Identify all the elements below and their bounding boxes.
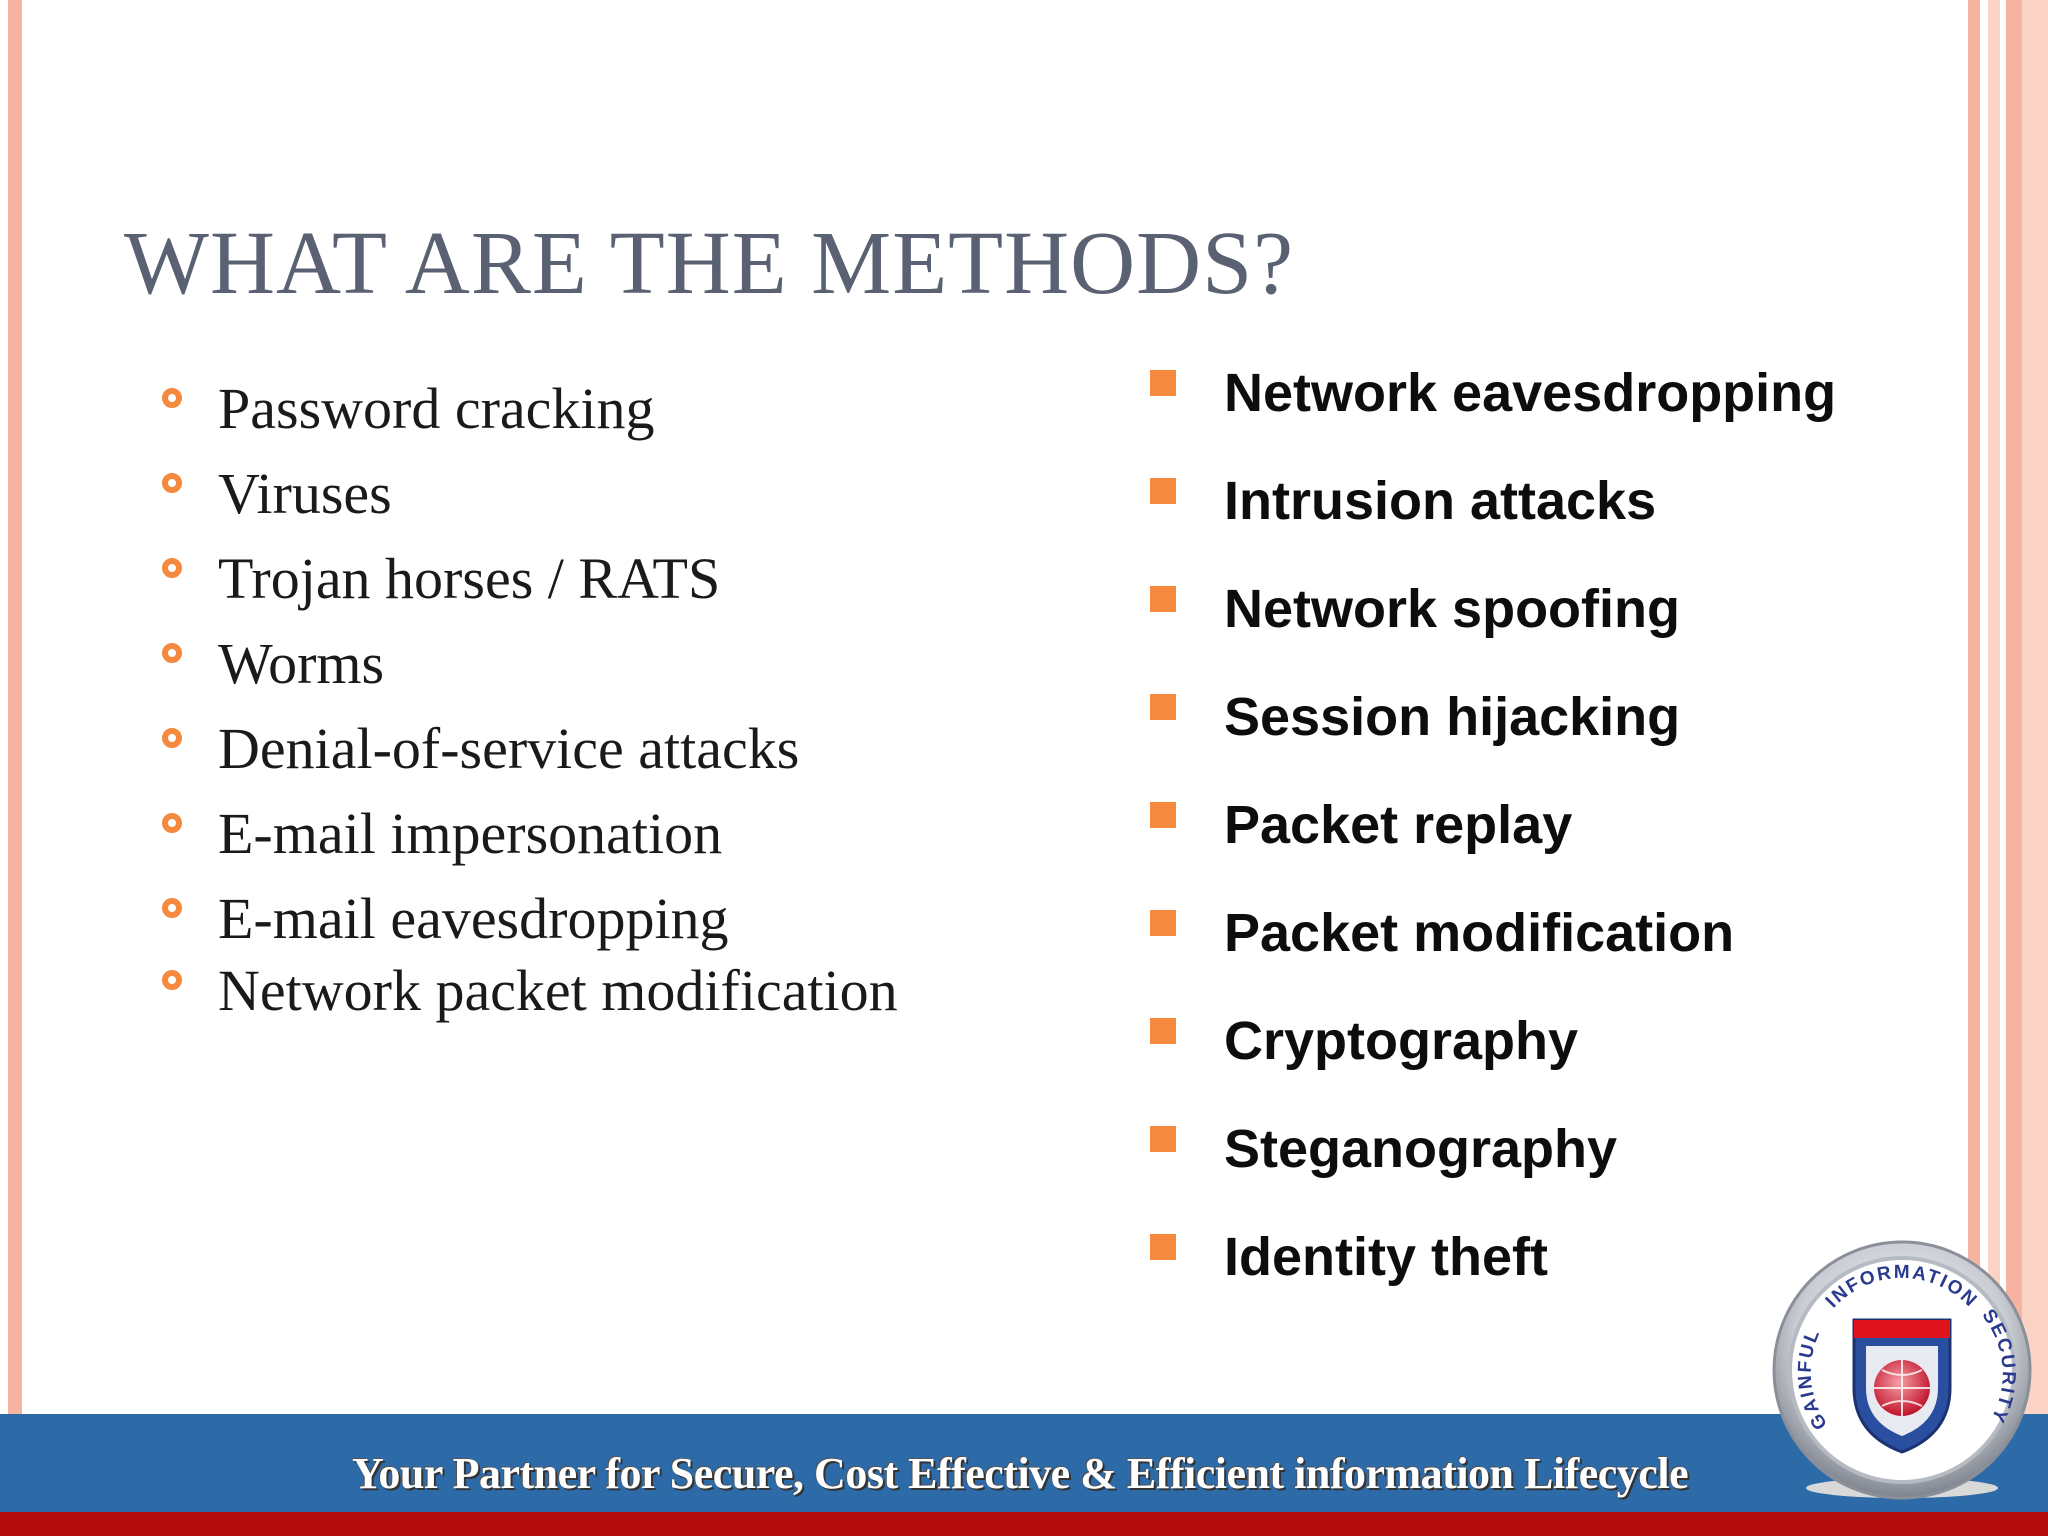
- ring-bullet-icon: [162, 388, 182, 408]
- list-item: [1224, 1011, 1579, 1071]
- footer-red-strip: [0, 1512, 2048, 1536]
- list-item: [218, 958, 898, 1023]
- list-item: [1224, 1227, 1548, 1287]
- ring-bullet-icon: [162, 970, 182, 990]
- list-item: [1224, 471, 1657, 531]
- list-item-text: Network eavesdropping: [1224, 363, 1837, 423]
- square-bullet-icon: [1150, 478, 1176, 504]
- list-item: [1224, 903, 1735, 963]
- list-item: [1224, 579, 1680, 639]
- square-bullet-icon: [1150, 586, 1176, 612]
- square-bullet-icon: [1150, 802, 1176, 828]
- list-item: [218, 461, 392, 526]
- list-item: [218, 801, 723, 866]
- list-item: [1224, 795, 1573, 855]
- list-item: [1224, 687, 1681, 747]
- list-item-text: Trojan horses / RATS: [218, 546, 721, 611]
- slide-title: WHAT ARE THE METHODS?: [124, 214, 1295, 313]
- ring-bullet-icon: [162, 813, 182, 833]
- list-item-text: Steganography: [1224, 1119, 1618, 1179]
- list-item-text: E-mail eavesdropping: [218, 886, 729, 951]
- ring-bullet-icon: [162, 728, 182, 748]
- list-item-text: Identity theft: [1224, 1227, 1548, 1287]
- list-item-text: Password cracking: [218, 376, 655, 441]
- list-item-text: Session hijacking: [1224, 687, 1681, 747]
- list-item-text: Viruses: [218, 461, 392, 526]
- list-item-text: Packet replay: [1224, 795, 1573, 855]
- list-item: [1224, 1119, 1618, 1179]
- list-item-text: Packet modification: [1224, 903, 1735, 963]
- list-item-text: Network spoofing: [1224, 579, 1680, 639]
- right-decorative-stripes: [1960, 0, 2048, 1420]
- list-item-text: Worms: [218, 631, 385, 696]
- square-bullet-icon: [1150, 1126, 1176, 1152]
- square-bullet-icon: [1150, 1018, 1176, 1044]
- ring-bullet-icon: [162, 898, 182, 918]
- list-item-text: Network packet modification: [218, 958, 898, 1023]
- list-item: [218, 631, 385, 696]
- list-item-text: E-mail impersonation: [218, 801, 723, 866]
- list-item-text: Cryptography: [1224, 1011, 1579, 1071]
- square-bullet-icon: [1150, 370, 1176, 396]
- logo-text-left: GAINFUL: [1794, 1325, 1832, 1434]
- list-item: [218, 546, 721, 611]
- ring-bullet-icon: [162, 558, 182, 578]
- logo-text-top: INFORMATION: [1821, 1261, 1982, 1313]
- footer-tagline: Your Partner for Secure, Cost Effective & Efficient information Lifecycle: [352, 1449, 1689, 1498]
- square-bullet-icon: [1150, 1234, 1176, 1260]
- ring-bullet-icon: [162, 473, 182, 493]
- list-item-text: Intrusion attacks: [1224, 471, 1657, 531]
- square-bullet-icon: [1150, 910, 1176, 936]
- logo-text-right: SECURITY: [1977, 1305, 2019, 1428]
- list-item-text: Denial-of-service attacks: [218, 716, 800, 781]
- list-item: [1224, 363, 1837, 423]
- gainful-security-logo-icon: [1770, 1238, 2034, 1502]
- left-decorative-border: [8, 0, 22, 1420]
- list-item: [218, 886, 729, 951]
- list-item: [218, 376, 655, 441]
- ring-bullet-icon: [162, 643, 182, 663]
- square-bullet-icon: [1150, 694, 1176, 720]
- list-item: [218, 716, 800, 781]
